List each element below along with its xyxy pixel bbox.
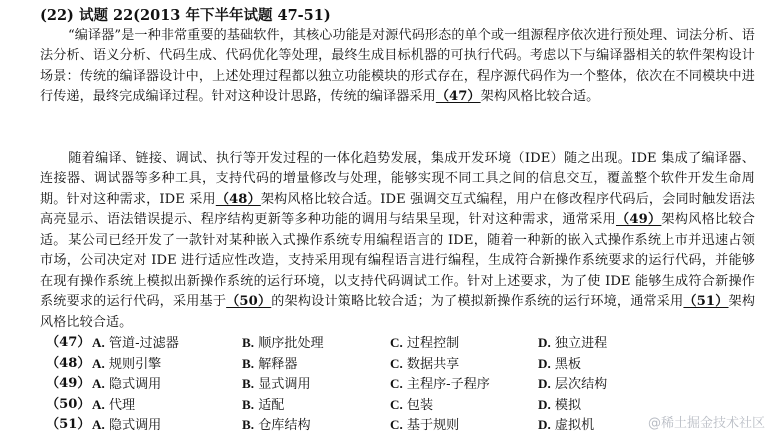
paragraph-text: 架构风格比较合适。	[40, 212, 755, 248]
option-b: B. 适配	[242, 396, 285, 413]
option-a: A. 管道-过滤器	[92, 335, 179, 351]
option-d: D. 层次结构	[538, 376, 608, 393]
option-c: C. 主程序-子程序	[390, 376, 490, 393]
blank-50: （50）	[226, 294, 272, 310]
option-c: C. 数据共享	[390, 355, 460, 372]
option-d: D. 黑板	[538, 355, 582, 372]
blank-48: （48）	[215, 191, 261, 207]
option-b: B. 显式调用	[242, 376, 311, 393]
paragraph-text: 随着编译、链接、调试、执行等开发过程的一体化趋势发展，集成开发环境（IDE）随之出现。IDE 集成了编译器、连接器、调试器等多种工具，支持代码的增量修改与处理，能够实现不同工具之间的信息交互，覆盖整个软件开发生命周期。针对这种需求，IDE 采用	[40, 151, 755, 207]
option-number: （48）	[46, 355, 91, 371]
paragraph-3	[40, 231, 755, 333]
option-b: B. 顺序批处理	[242, 335, 324, 351]
option-d: D. 虚拟机	[538, 417, 595, 434]
option-b: B. 仓库结构	[242, 417, 311, 434]
option-a: A. 规则引擎	[92, 355, 162, 372]
watermark: @稀土掘金技术社区	[647, 416, 765, 431]
option-number: （50）	[46, 396, 91, 412]
option-number: （51）	[46, 417, 91, 433]
paragraph-text: “编译器”是一种非常重要的基础软件，其核心功能是对源代码形态的单个或一组源程序依次进行预处理、词法分析、语法分析、语义分析、代码生成、代码优化等处理，最终生成目标机器的可执行代码。考虑以下与编译器相关的软件架构设计场景：传统的编译器设计中，上述处理过程都以独立功能模块的形式存在，程序源代码作为一个整体，依次在不同模块中进行传递，最终完成编译过程。针对这种设计思路，传统的编译器采用	[40, 28, 755, 105]
option-a: A. 隐式调用	[92, 376, 162, 393]
option-d: D. 独立进程	[538, 335, 608, 351]
option-a: A. 代理	[92, 396, 136, 413]
option-number: （47）	[46, 335, 91, 350]
paragraph-text: 某公司已经开发了一款针对某种嵌入式操作系统专用编程语言的 IDE，随着一种新的嵌入式操作系统上市并迅速占领市场，公司决定对 IDE 进行适应性改造，支持采用现有编程语言进行编程，生成符合新操作系统要求的运行代码，并能够在现有操作系统上模拟出新操作系统的运行环境，以支持代码调试工作。针对上述要求，为了使 IDE 能够生成符合新操作系统要求的运行代码，采用基于	[40, 233, 755, 310]
paragraph-text: 架构风格比较合适。	[480, 89, 600, 105]
option-c: C. 包装	[390, 396, 434, 413]
option-c: C. 过程控制	[390, 335, 460, 351]
paragraph-text: 架构风格比较合适。	[40, 294, 756, 330]
paragraph-text: 的架构设计策略比较合适；为了模拟新操作系统的运行环境，通常采用	[271, 294, 684, 310]
option-c: C. 基于规则	[390, 417, 460, 434]
question-title: (22) 试题 22(2013 年下半年试题 47-51)	[40, 7, 331, 24]
option-d: D. 模拟	[538, 396, 582, 413]
paragraph-1	[40, 26, 755, 108]
option-b: B. 解释器	[242, 355, 298, 372]
blank-49: （49）	[616, 212, 662, 228]
blank-51: （51）	[683, 294, 729, 310]
option-number: （49）	[46, 376, 91, 392]
paragraph-text: 架构风格比较合适。IDE 强调交互式编程，用户在修改程序代码后，会同时触发语法高亮显示、语法错误提示、程序结构更新等多种功能的调用与结果呈现，针对这种需求，通常采用	[40, 191, 755, 228]
blank-47: （47）	[435, 89, 481, 105]
option-a: A. 隐式调用	[92, 417, 162, 434]
